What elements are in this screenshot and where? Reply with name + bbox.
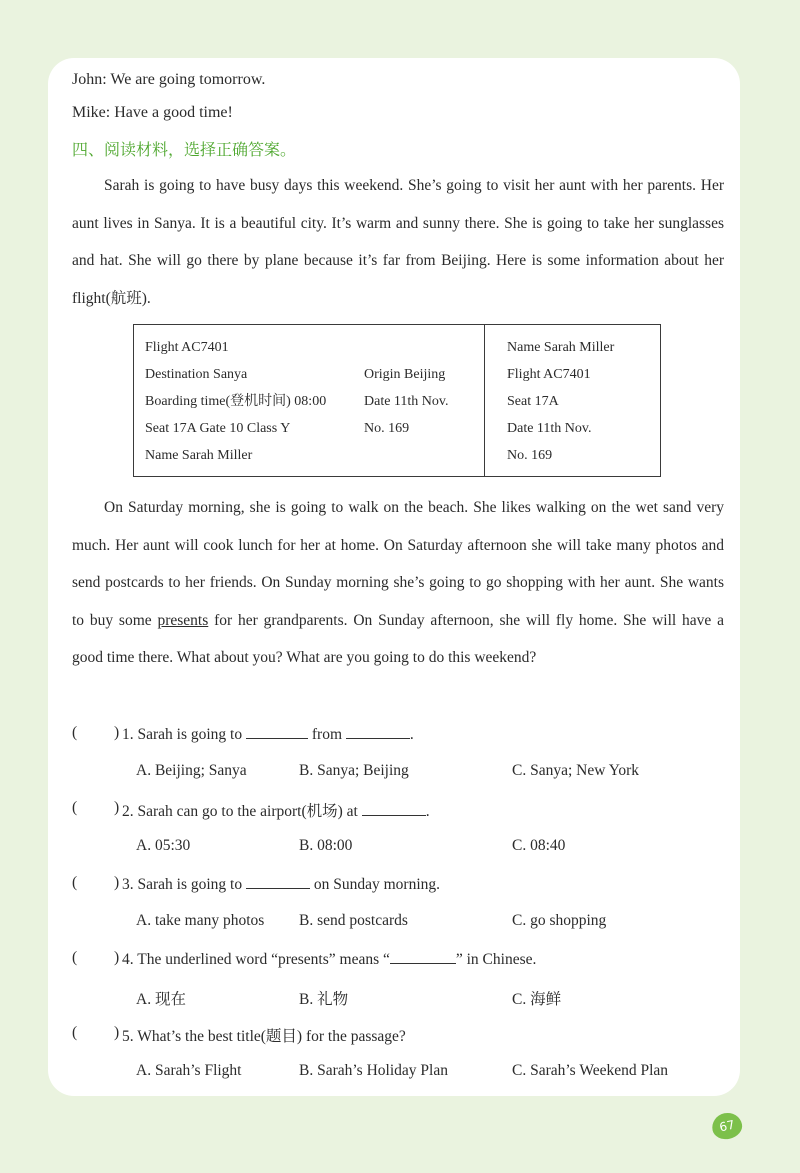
ticket-destination: Destination Sanya: [145, 367, 248, 382]
option-c[interactable]: C. go shopping: [512, 912, 607, 929]
option-b[interactable]: B. Sanya; Beijing: [299, 762, 409, 779]
answer-paren-right: ): [114, 799, 120, 816]
question-text-a: Sarah is going to: [137, 876, 243, 893]
answer-blank[interactable]: [362, 801, 426, 816]
answer-paren-left: (: [72, 724, 78, 741]
stub-date: Date 11th Nov.: [507, 421, 592, 436]
question-number: 4.: [122, 951, 134, 968]
question-text-c: ” in Chinese.: [455, 951, 537, 968]
question-text-a: Sarah can go to the airport(机场) at: [137, 803, 358, 820]
question-number: 1.: [122, 726, 134, 743]
option-a[interactable]: A. Sarah’s Flight: [136, 1062, 242, 1079]
question-text-c: .: [425, 803, 430, 820]
answer-paren-right: ): [114, 874, 120, 891]
boarding-pass: [133, 324, 661, 477]
question-text-a: What’s the best title(题目) for the passage?: [137, 1028, 406, 1045]
passage-paragraph-2: [72, 489, 724, 677]
answer-paren-right: ): [114, 1024, 120, 1041]
option-c[interactable]: C. Sanya; New York: [512, 762, 640, 779]
ticket-number: No. 169: [364, 421, 410, 436]
stub-number: No. 169: [507, 448, 553, 463]
dialogue-line-mike: Mike: Have a good time!: [72, 104, 233, 121]
question-number: 5.: [122, 1028, 134, 1045]
option-a[interactable]: A. Beijing; Sanya: [136, 762, 247, 779]
option-c[interactable]: C. Sarah’s Weekend Plan: [512, 1062, 669, 1079]
question-text: [122, 949, 536, 969]
option-c[interactable]: C. 08:40: [512, 837, 566, 854]
option-c[interactable]: C. 海鲜: [512, 991, 562, 1008]
option-b[interactable]: B. send postcards: [299, 912, 408, 929]
option-b[interactable]: B. 礼物: [299, 991, 349, 1008]
question-text: [122, 724, 414, 744]
answer-paren-left: (: [72, 799, 78, 816]
answer-paren-left: (: [72, 949, 78, 966]
answer-blank[interactable]: [246, 724, 308, 739]
page-number-leaf-badge: 67: [710, 1110, 745, 1142]
answer-paren-left: (: [72, 874, 78, 891]
underlined-word-presents: presents: [157, 611, 209, 629]
passage-paragraph-1: Sarah is going to have busy days this weekend. She’s going to visit her aunt with her parents. Her aunt lives in Sanya. It is a beautiful city. It’s warm and sunny there. She is going to take her sunglasses and hat. She will go there by plane because it’s far from Beijing. Here is some information about her flight(航班).: [72, 177, 724, 307]
dialogue-line-john: John: We are going tomorrow.: [72, 71, 266, 88]
answer-paren-left: (: [72, 1024, 78, 1041]
question-text: [122, 874, 440, 894]
stub-flight: Flight AC7401: [507, 367, 591, 382]
ticket-flight: Flight AC7401: [145, 340, 229, 355]
answer-paren-right: ): [114, 949, 120, 966]
question-number: 2.: [122, 803, 134, 820]
option-a[interactable]: A. 现在: [136, 991, 186, 1008]
paragraph-2-text-after: for her grandparents. On Sunday afternoon, she will fly home. She will have a good time there. What about you? What are you going to do this weekend?: [72, 611, 724, 666]
section-heading: 四、阅读材料，选择正确答案。: [72, 140, 297, 159]
question-text-c: on Sunday morning.: [313, 876, 441, 893]
question-text-c: .: [409, 726, 414, 743]
ticket-name: Name Sarah Miller: [145, 448, 253, 463]
option-a[interactable]: A. take many photos: [136, 912, 265, 929]
question-text-a: The underlined word “presents” means “: [137, 951, 390, 968]
paragraph-2-text-before: On Saturday morning, she is going to walk on the beach. She likes walking on the wet sand very much. Her aunt will cook lunch for her at home. On Saturday afternoon she will take many photos and send postcards to her friends. On Sunday morning she’s going to go shopping with her aunt. She wants to buy some: [72, 499, 724, 629]
answer-blank[interactable]: [246, 874, 310, 889]
answer-blank[interactable]: [390, 949, 456, 964]
ticket-origin: Origin Beijing: [364, 367, 446, 382]
question-number: 3.: [122, 876, 134, 893]
ticket-date: Date 11th Nov.: [364, 394, 449, 409]
question-text: [122, 1024, 406, 1046]
ticket-seat-gate-class: Seat 17A Gate 10 Class Y: [145, 421, 291, 436]
stub-seat: Seat 17A: [507, 394, 559, 409]
ticket-boarding-time: Boarding time(登机时间) 08:00: [145, 394, 327, 409]
option-a[interactable]: A. 05:30: [136, 837, 191, 854]
question-text-b: from: [311, 726, 343, 743]
option-b[interactable]: B. 08:00: [299, 837, 353, 854]
stub-name: Name Sarah Miller: [507, 340, 615, 355]
question-text-a: Sarah is going to: [137, 726, 243, 743]
question-text: [122, 799, 430, 821]
answer-paren-right: ): [114, 724, 120, 741]
option-b[interactable]: B. Sarah’s Holiday Plan: [299, 1062, 448, 1079]
answer-blank[interactable]: [346, 724, 410, 739]
ticket-divider: [484, 325, 485, 476]
